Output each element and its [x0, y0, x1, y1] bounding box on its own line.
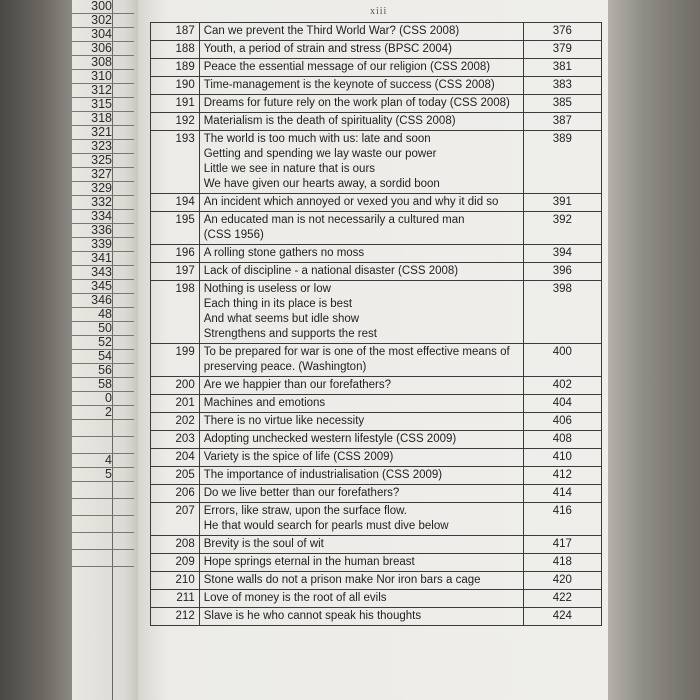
left-page-number: 300	[72, 0, 134, 14]
entry-title-line: Dreams for future rely on the work plan of today (CSS 2008)	[203, 97, 510, 109]
table-row	[151, 131, 602, 194]
table-row	[151, 212, 602, 245]
left-page-number: 325	[72, 154, 134, 168]
entry-title-line: Errors, like straw, upon the surface flow.	[203, 505, 407, 517]
left-page-number: 312	[72, 84, 134, 98]
entry-number: 187	[151, 23, 200, 41]
entry-number: 212	[151, 608, 200, 626]
entry-title	[199, 245, 523, 263]
left-page-number: 308	[72, 56, 134, 70]
entry-title-line: Nothing is useless or low	[203, 283, 331, 295]
entry-title-line: And what seems but idle show	[203, 313, 360, 325]
table-row	[151, 41, 602, 59]
table-row	[151, 113, 602, 131]
entry-title-line: Each thing in its place is best	[203, 298, 353, 310]
entry-title	[199, 281, 523, 344]
entry-page-number: 414	[523, 485, 601, 503]
entry-page-number: 385	[523, 95, 601, 113]
entry-number: 201	[151, 395, 200, 413]
entry-number: 211	[151, 590, 200, 608]
page-number: xiii	[370, 6, 388, 17]
entry-title	[199, 395, 523, 413]
entry-title	[199, 467, 523, 485]
entry-page-number: 406	[523, 413, 601, 431]
entry-page-number: 379	[523, 41, 601, 59]
entry-title-line: Variety is the spice of life (CSS 2009)	[203, 451, 394, 463]
table-row	[151, 59, 602, 77]
contents-table	[150, 22, 602, 626]
entry-title	[199, 590, 523, 608]
entry-number: 191	[151, 95, 200, 113]
entry-title-line: Little we see in nature that is ours	[203, 163, 376, 175]
entry-title	[199, 59, 523, 77]
entry-page-number: 383	[523, 77, 601, 95]
entry-title-line: We have given our hearts away, a sordid boon	[203, 178, 440, 190]
entry-page-number: 420	[523, 572, 601, 590]
entry-title-line: Slave is he who cannot speak his thoughts	[203, 610, 422, 622]
entry-title	[199, 344, 523, 377]
table-row	[151, 413, 602, 431]
entry-title-line: Brevity is the soul of wit	[203, 538, 324, 550]
entry-title-line: Peace the essential message of our religion (CSS 2008)	[203, 61, 491, 73]
entry-title-line: The importance of industrialisation (CSS 2009)	[203, 469, 443, 481]
table-row	[151, 536, 602, 554]
entry-title-line: (CSS 1956)	[203, 229, 264, 241]
entry-number: 202	[151, 413, 200, 431]
table-row	[151, 485, 602, 503]
entry-number: 203	[151, 431, 200, 449]
entry-title	[199, 536, 523, 554]
entry-title	[199, 377, 523, 395]
entry-title-line: Adopting unchecked western lifestyle (CSS 2009)	[203, 433, 457, 445]
table-row	[151, 344, 602, 377]
entry-title-line: Lack of discipline - a national disaster (CSS 2008)	[203, 265, 459, 277]
entry-title-line: An incident which annoyed or vexed you and why it did so	[203, 196, 499, 208]
entry-title	[199, 263, 523, 281]
left-page-number	[72, 499, 134, 516]
entry-page-number: 408	[523, 431, 601, 449]
table-row	[151, 377, 602, 395]
entry-title	[199, 431, 523, 449]
left-page-number: 52	[72, 336, 134, 350]
left-page-number: 341	[72, 252, 134, 266]
entry-title	[199, 449, 523, 467]
entry-title	[199, 41, 523, 59]
entry-page-number: 412	[523, 467, 601, 485]
entry-title-line: Love of money is the root of all evils	[203, 592, 387, 604]
entry-page-number: 391	[523, 194, 601, 212]
left-page-number: 332	[72, 196, 134, 210]
left-page-number: 304	[72, 28, 134, 42]
table-row	[151, 281, 602, 344]
left-page-number: 334	[72, 210, 134, 224]
entry-title-line: Getting and spending we lay waste our power	[203, 148, 437, 160]
left-page-number: 54	[72, 350, 134, 364]
left-page-number	[72, 516, 134, 533]
entry-page-number: 422	[523, 590, 601, 608]
left-page-number: 5	[72, 468, 134, 482]
entry-page-number: 417	[523, 536, 601, 554]
left-page-number: 318	[72, 112, 134, 126]
entry-number: 204	[151, 449, 200, 467]
left-page-number: 323	[72, 140, 134, 154]
left-page-number: 302	[72, 14, 134, 28]
entry-page-number: 418	[523, 554, 601, 572]
left-page-number: 56	[72, 364, 134, 378]
left-page-number: 321	[72, 126, 134, 140]
entry-title	[199, 194, 523, 212]
table-row	[151, 449, 602, 467]
table-row	[151, 245, 602, 263]
left-page-number: 306	[72, 42, 134, 56]
table-row	[151, 263, 602, 281]
entry-page-number: 389	[523, 131, 601, 194]
left-page-number: 327	[72, 168, 134, 182]
entry-title-line: Can we prevent the Third World War? (CSS 2008)	[203, 25, 460, 37]
entry-page-number: 402	[523, 377, 601, 395]
left-page-number-column	[72, 0, 134, 567]
table-row	[151, 608, 602, 626]
left-page-number: 339	[72, 238, 134, 252]
entry-number: 197	[151, 263, 200, 281]
entry-page-number: 424	[523, 608, 601, 626]
entry-title-line: Materialism is the death of spirituality (CSS 2008)	[203, 115, 456, 127]
left-page-number	[72, 550, 134, 567]
entry-number: 205	[151, 467, 200, 485]
entry-title	[199, 608, 523, 626]
entry-number: 198	[151, 281, 200, 344]
table-row	[151, 503, 602, 536]
left-page-number: 2	[72, 406, 134, 420]
entry-title-line: There is no virtue like necessity	[203, 415, 365, 427]
entry-title-line: An educated man is not necessarily a cultured man	[203, 214, 465, 226]
left-page-number: 48	[72, 308, 134, 322]
entry-title-line: Hope springs eternal in the human breast	[203, 556, 415, 568]
entry-number: 208	[151, 536, 200, 554]
table-row	[151, 467, 602, 485]
entry-title	[199, 413, 523, 431]
entry-number: 194	[151, 194, 200, 212]
entry-number: 193	[151, 131, 200, 194]
entry-title-line: A rolling stone gathers no moss	[203, 247, 365, 259]
left-page-number	[72, 420, 134, 437]
entry-page-number: 410	[523, 449, 601, 467]
left-page-number: 329	[72, 182, 134, 196]
entry-page-number: 387	[523, 113, 601, 131]
entry-page-number: 396	[523, 263, 601, 281]
entry-title-line: Stone walls do not a prison make Nor iron bars a cage	[203, 574, 481, 586]
entry-title	[199, 554, 523, 572]
entry-page-number: 416	[523, 503, 601, 536]
entry-number: 190	[151, 77, 200, 95]
entry-number: 209	[151, 554, 200, 572]
entry-title	[199, 485, 523, 503]
entry-title-line: Youth, a period of strain and stress (BPSC 2004)	[203, 43, 452, 55]
entry-title	[199, 131, 523, 194]
left-page-number: 315	[72, 98, 134, 112]
table-row	[151, 23, 602, 41]
contents-table-body	[151, 23, 602, 626]
entry-page-number: 404	[523, 395, 601, 413]
left-page-number: 310	[72, 70, 134, 84]
entry-title-line: Machines and emotions	[203, 397, 326, 409]
entry-title	[199, 77, 523, 95]
entry-number: 207	[151, 503, 200, 536]
entry-number: 200	[151, 377, 200, 395]
entry-title-line: Time-management is the keynote of success (CSS 2008)	[203, 79, 495, 91]
entry-title-line: preserving peace. (Washington)	[203, 361, 367, 373]
entry-page-number: 381	[523, 59, 601, 77]
entry-number: 189	[151, 59, 200, 77]
entry-title	[199, 212, 523, 245]
table-row	[151, 590, 602, 608]
page-edge-shadow	[608, 0, 700, 700]
entry-number: 196	[151, 245, 200, 263]
left-page-number	[72, 533, 134, 550]
table-row	[151, 95, 602, 113]
left-page-number: 336	[72, 224, 134, 238]
entry-title-line: He that would search for pearls must dive below	[203, 520, 449, 532]
entry-title-line: Do we live better than our forefathers?	[203, 487, 400, 499]
left-page-number: 345	[72, 280, 134, 294]
table-row	[151, 194, 602, 212]
entry-title-line: The world is too much with us: late and soon	[203, 133, 431, 145]
entry-number: 199	[151, 344, 200, 377]
left-page-number	[72, 482, 134, 499]
book-spine-shadow	[0, 0, 72, 700]
table-row	[151, 554, 602, 572]
table-row	[151, 77, 602, 95]
table-row	[151, 572, 602, 590]
entry-page-number: 400	[523, 344, 601, 377]
entry-title	[199, 113, 523, 131]
left-page-number: 0	[72, 392, 134, 406]
entry-title	[199, 95, 523, 113]
entry-number: 195	[151, 212, 200, 245]
entry-number: 192	[151, 113, 200, 131]
entry-title	[199, 572, 523, 590]
entry-page-number: 376	[523, 23, 601, 41]
entry-number: 188	[151, 41, 200, 59]
left-page	[72, 0, 138, 700]
left-page-number: 50	[72, 322, 134, 336]
entry-number: 206	[151, 485, 200, 503]
table-row	[151, 431, 602, 449]
entry-title-line: To be prepared for war is one of the most effective means of	[203, 346, 510, 358]
entry-number: 210	[151, 572, 200, 590]
entry-page-number: 398	[523, 281, 601, 344]
entry-page-number: 392	[523, 212, 601, 245]
left-page-number: 346	[72, 294, 134, 308]
entry-title	[199, 503, 523, 536]
left-page-number: 343	[72, 266, 134, 280]
left-page-number: 4	[72, 454, 134, 468]
left-page-number: 58	[72, 378, 134, 392]
entry-title-line: Strengthens and supports the rest	[203, 328, 377, 340]
entry-page-number: 394	[523, 245, 601, 263]
table-row	[151, 395, 602, 413]
entry-title	[199, 23, 523, 41]
left-page-number	[72, 437, 134, 454]
entry-title-line: Are we happier than our forefathers?	[203, 379, 392, 391]
